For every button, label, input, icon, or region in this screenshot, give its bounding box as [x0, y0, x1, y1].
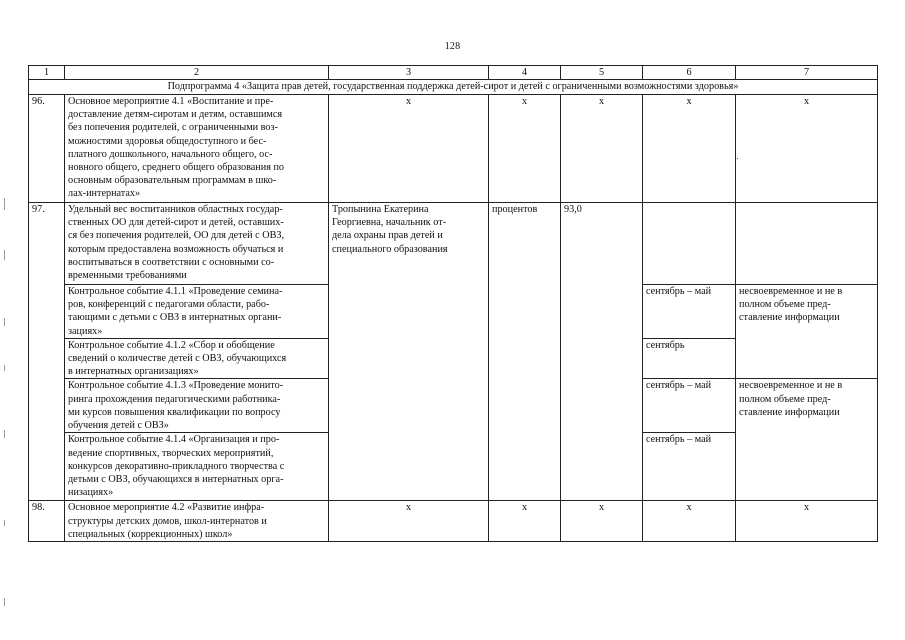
text-line: тающими с детьми с ОВЗ в интернатных органи- — [68, 312, 282, 324]
text-line: Георгиевна, начальник от- — [332, 217, 447, 229]
text-line: Контрольное событие 4.1.2 «Сбор и обобщение — [68, 339, 275, 351]
text-line: Удельный вес воспитанников областных государ- — [68, 204, 283, 215]
risk-cell — [736, 379, 878, 501]
control-event — [65, 379, 329, 433]
column-number-row — [29, 66, 878, 80]
subprogram-title: Подпрограмма 4 «Защита прав детей, государственная поддержка детей-сирот и детей с ограниченными возможностями здоровья» — [29, 80, 878, 95]
risk-cell — [736, 285, 878, 379]
text-line: Контрольное событие 4.1.4 «Организация и про- — [68, 434, 280, 446]
scan-mark — [4, 318, 5, 326]
row-number: 97. — [29, 203, 65, 501]
text-line: дела охраны прав детей и — [332, 230, 443, 242]
cell-x: х — [329, 95, 489, 203]
scan-mark — [4, 250, 5, 260]
text-line: ми курсов повышения квалификации по вопросу — [68, 406, 281, 418]
page-number: 128 — [444, 41, 461, 52]
cell-x: х — [489, 501, 561, 542]
text-line: платного дошкольного, начального общего, ос- — [68, 148, 273, 160]
risk-cell-empty — [736, 203, 878, 285]
table-row-96 — [29, 95, 878, 203]
cell-x: х — [643, 501, 736, 542]
text-line: несвоевременное и не в — [739, 286, 843, 297]
scan-mark — [4, 365, 5, 371]
scan-mark — [4, 598, 5, 606]
text-line: лах-интернатах» — [68, 188, 141, 200]
text-line: в интернатных организациях» — [68, 366, 199, 378]
activity-name — [65, 501, 329, 542]
text-line: зациях» — [68, 325, 103, 337]
column-header: 4 — [489, 66, 561, 80]
text-line: полном объеме пред- — [739, 299, 831, 311]
text-line: без попечения родителей, с ограниченными воз- — [68, 122, 278, 134]
unit-cell: процентов — [489, 203, 561, 501]
row-number: 96. — [29, 95, 65, 203]
text-line: новного общего, среднего общего образования по — [68, 162, 284, 174]
column-header: 1 — [29, 66, 65, 80]
table-row-98 — [29, 501, 878, 542]
responsible-person — [329, 203, 489, 501]
text-line: ставление информации — [739, 312, 840, 324]
text-line: ведение спортивных, творческих мероприятий, — [68, 447, 274, 459]
control-event — [65, 285, 329, 339]
text-line: сведений о количестве детей с ОВЗ, обучающихся — [68, 353, 287, 365]
term-cell: сентябрь – май — [643, 285, 736, 339]
cell-x: х — [736, 501, 878, 542]
cell-x: х — [561, 501, 643, 542]
column-header: 6 — [643, 66, 736, 80]
term-cell-empty — [643, 203, 736, 285]
column-header: 2 — [65, 66, 329, 80]
text-line: Контрольное событие 4.1.1 «Проведение семина- — [68, 286, 283, 297]
value-cell: 93,0 — [561, 203, 643, 501]
plan-table — [28, 65, 878, 542]
column-header: 7 — [736, 66, 878, 80]
text-line: Тропынина Екатерина — [332, 204, 429, 215]
text-line: ся без попечения родителей, ОО для детей с ОВЗ, — [68, 230, 285, 242]
text-line: специального образования — [332, 243, 448, 255]
scan-mark — [4, 430, 5, 438]
text-line: ров, конференций с педагогами области, рабо- — [68, 299, 270, 311]
text-line: обучения детей с ОВЗ» — [68, 420, 169, 432]
text-line: специальных (коррекционных) школ» — [68, 528, 233, 540]
indicator-name — [65, 203, 329, 285]
column-header: 3 — [329, 66, 489, 80]
text-line: полном объеме пред- — [739, 393, 831, 405]
cell-x: х — [643, 95, 736, 203]
text-line: воспитываться в соответствии с основными со- — [68, 256, 275, 268]
text-line: которым предоставлена возможность обучаться и — [68, 243, 284, 255]
cell-x: х — [736, 95, 878, 203]
term-cell: сентябрь – май — [643, 379, 736, 433]
text-line: структуры детских домов, школ-интернатов и — [68, 515, 267, 527]
text-line: конкурсов декоративно-прикладного творчества с — [68, 460, 285, 472]
scan-mark — [4, 520, 5, 526]
text-line: несвоевременное и не в — [739, 380, 843, 392]
term-cell: сентябрь — [643, 338, 736, 379]
term-cell: сентябрь – май — [643, 433, 736, 501]
text-line: Основное мероприятие 4.1 «Воспитание и пре- — [68, 96, 274, 107]
cell-x: х — [489, 95, 561, 203]
text-line: ринга прохождения педагогическими работника- — [68, 393, 281, 405]
text-line: детьми с ОВЗ, обучающихся в интернатных орга- — [68, 474, 284, 486]
control-event — [65, 433, 329, 501]
text-line: Контрольное событие 4.1.3 «Проведение монито- — [68, 380, 284, 392]
table-row-97 — [29, 203, 878, 285]
cell-x: х — [329, 501, 489, 542]
text-line: ственных ОО для детей-сирот и детей, оставших- — [68, 217, 284, 229]
text-line: временными требованиями — [68, 270, 187, 282]
text-line: можностями здоровья общедоступного и бес- — [68, 135, 267, 147]
column-header: 5 — [561, 66, 643, 80]
text-line: доставление детям-сиротам и детям, оставшимся — [68, 109, 283, 121]
cell-x: х — [561, 95, 643, 203]
text-line: основным образовательным программам в шко- — [68, 175, 277, 187]
text-line: Основное мероприятие 4.2 «Развитие инфра- — [68, 502, 265, 514]
text-line: низациях» — [68, 487, 114, 499]
text-line: ставление информации — [739, 406, 840, 418]
control-event — [65, 338, 329, 379]
scan-mark — [4, 198, 5, 210]
subprogram-row — [29, 80, 878, 95]
activity-name — [65, 95, 329, 203]
row-number: 98. — [29, 501, 65, 542]
